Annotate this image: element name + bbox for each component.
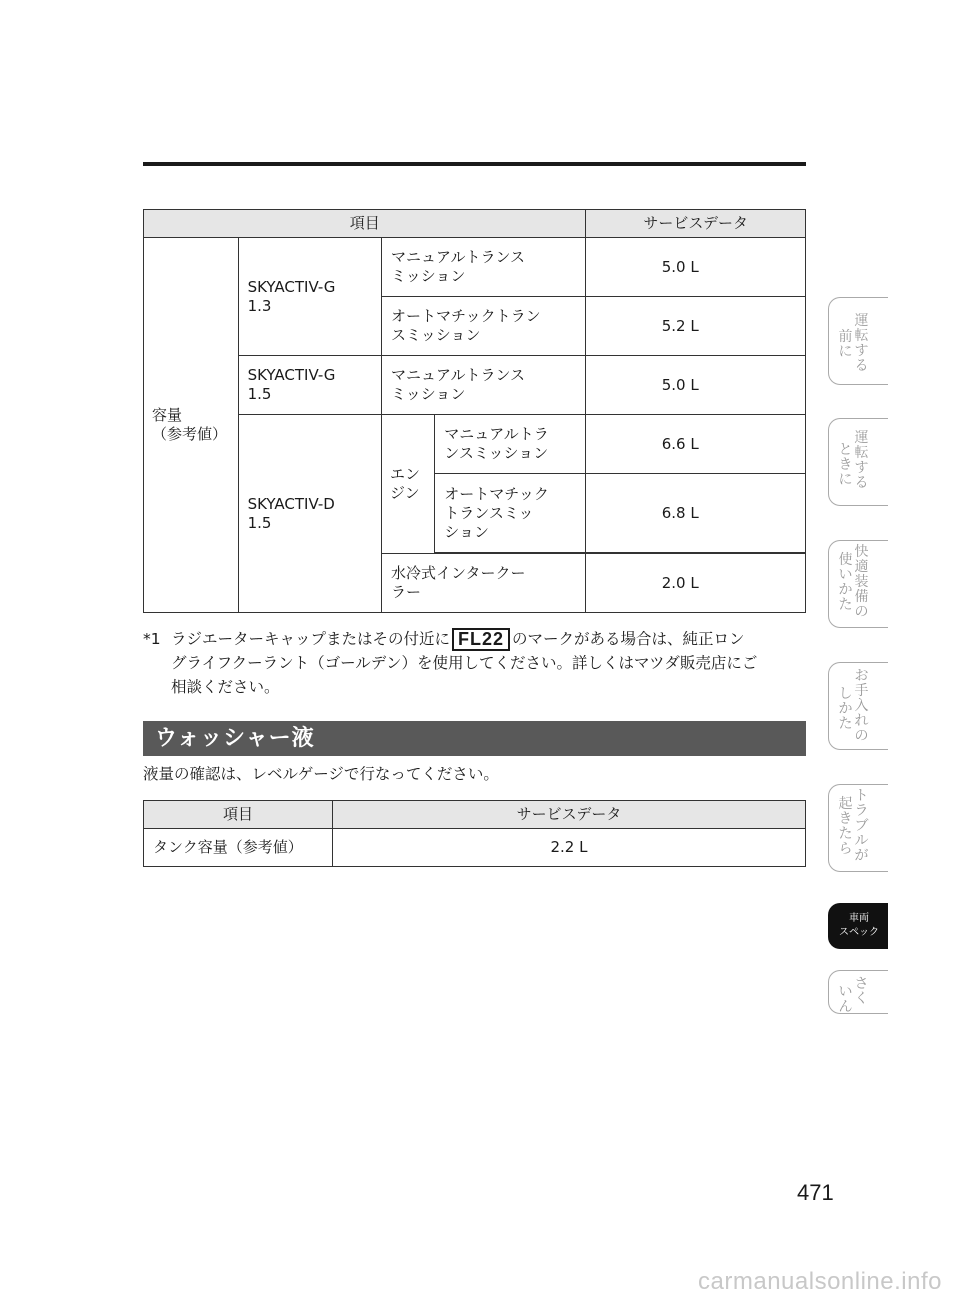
transmission-cell: オートマチック トランスミッ ション [435,474,586,553]
table-header-row [144,801,806,829]
transmission-cell: オートマチックトラン スミッション [382,297,586,356]
intercooler-cell: 水冷式インタークー ラー [382,554,586,613]
transmission-cell: マニュアルトランス ミッション [382,356,586,415]
value-cell: 6.6 L [586,415,806,474]
table-row [144,238,806,297]
washer-spec-table [143,800,806,867]
washer-description: 液量の確認は、レベルゲージで行なってください。 [143,765,499,783]
header-service-data: サービスデータ [586,210,806,238]
value-cell: 6.8 L [586,474,806,553]
table-row [144,415,806,474]
row-value: 2.2 L [333,829,806,867]
washer-section-header [143,721,806,756]
table-row [144,356,806,415]
engine-d15: SKYACTIV-D 1.5 [238,415,381,613]
watermark: carmanualsonline.info [698,1268,942,1295]
tab-while-driving[interactable]: と き に 運 転 す る [828,418,888,506]
value-cell: 5.2 L [586,297,806,356]
tab-maintenance[interactable]: し か た お 手 入 れ の [828,662,888,750]
transmission-cell: マニュアルトランス ミッション [382,238,586,297]
tab-troubleshooting[interactable]: 起 き た ら ト ラ ブ ル が [828,784,888,872]
tab-vehicle-specs[interactable]: 車両 スペック [828,903,888,949]
table-row [144,829,806,867]
header-item: 項目 [144,210,586,238]
footnote-mark: *1 [143,630,161,648]
header-item: 項目 [144,801,333,829]
tab-before-driving[interactable]: 前 に 運 転 す る [828,297,888,385]
value-cell: 5.0 L [586,238,806,297]
table-header-row [144,210,806,238]
engine-label: エン ジン [382,415,435,554]
top-rule [143,162,806,166]
capacity-label-cell: 容量 （参考値） [144,238,239,613]
section-title: ウォッシャー液 [155,726,315,751]
engine-g13: SKYACTIV-G 1.3 [238,238,381,356]
tab-comfort-features[interactable]: 使 い か た 快 適 装 備 の [828,540,888,628]
header-service-data: サービスデータ [333,801,806,829]
value-cell: 2.0 L [586,554,806,613]
engine-g15: SKYACTIV-G 1.5 [238,356,381,415]
transmission-cell: マニュアルトラ ンスミッション [435,415,586,474]
fl22-badge: FL22 [452,628,510,651]
coolant-spec-table [143,209,806,613]
row-label: タンク容量（参考値） [144,829,333,867]
tab-index[interactable]: い ん さ く [828,970,888,1014]
page-number: 471 [797,1180,834,1205]
value-cell: 5.0 L [586,356,806,415]
